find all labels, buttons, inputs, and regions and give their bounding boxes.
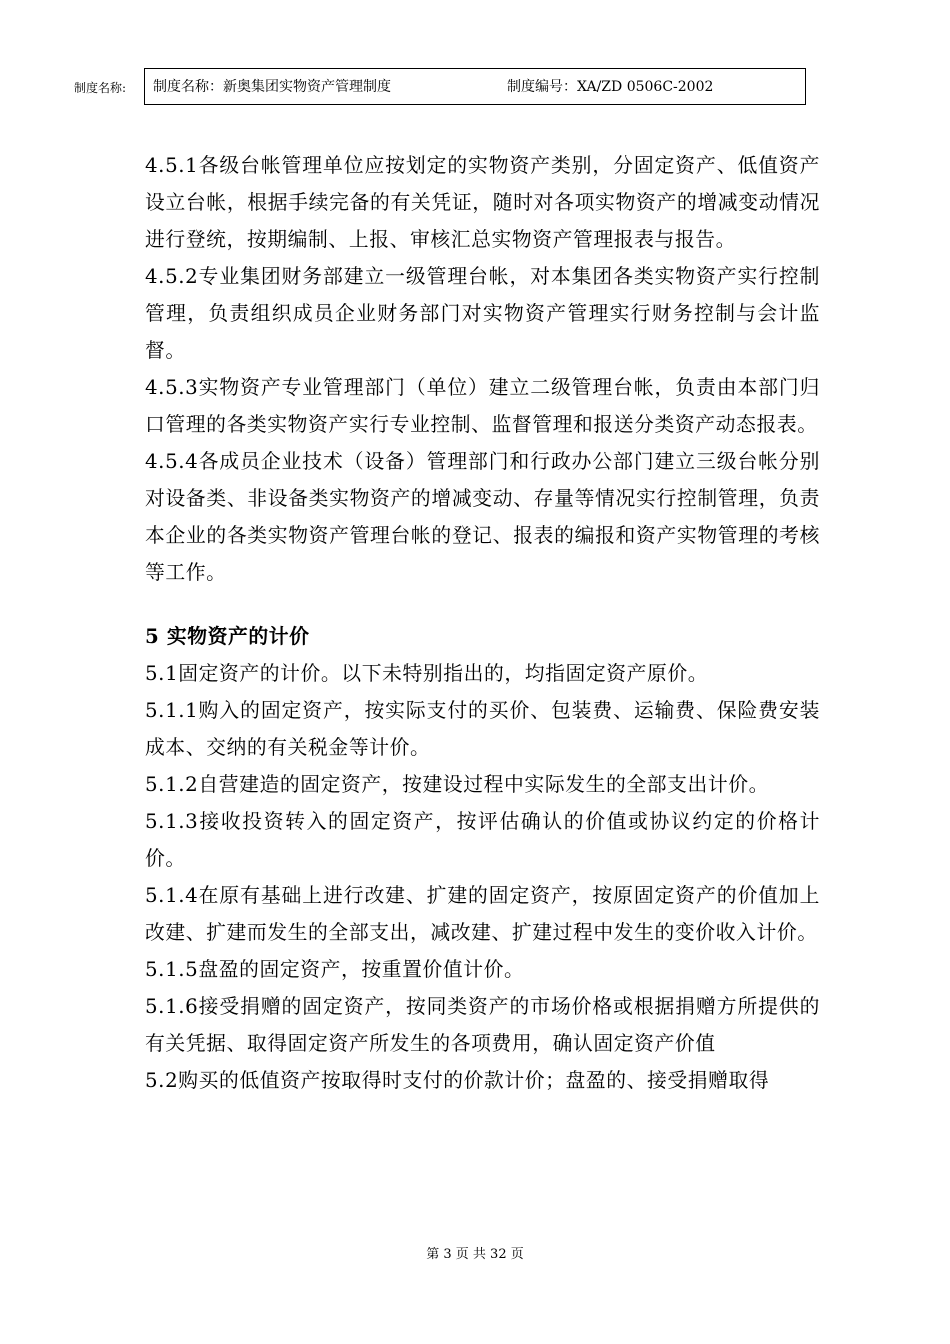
paragraph-5-1: 5.1固定资产的计价。以下未特别指出的，均指固定资产原价。 bbox=[145, 662, 709, 685]
paragraph-5-1-3: 5.1.3接收投资转入的固定资产，按评估确认的价值或协议约定的价格计价。 bbox=[145, 810, 820, 870]
document-name: 制度名称：新奥集团实物资产管理制度 bbox=[153, 79, 391, 95]
paragraph-5-1-6: 5.1.6接受捐赠的固定资产，按同类资产的市场价格或根据捐赠方所提供的有关凭据、取得固定资产所发生的各项费用，确认固定资产价值 bbox=[145, 995, 820, 1055]
paragraph-4-5-3: 4.5.3实物资产专业管理部门（单位）建立二级管理台帐，负责由本部门归口管理的各类实物资产实行专业控制、监督管理和报送分类资产动态报表。 bbox=[145, 376, 820, 436]
paragraph-4-5-2: 4.5.2专业集团财务部建立一级管理台帐，对本集团各类实物资产实行控制管理，负责组织成员企业财务部门对实物资产管理实行财务控制与会计监督。 bbox=[145, 265, 820, 362]
document-body bbox=[145, 147, 820, 1099]
page-number: 第 3 页 共 32 页 bbox=[426, 1247, 524, 1262]
paragraph-5-1-5: 5.1.5盘盈的固定资产，按重置价值计价。 bbox=[145, 958, 525, 981]
paragraph-4-5-4: 4.5.4各成员企业技术（设备）管理部门和行政办公部门建立三级台帐分别对设备类、非设备类实物资产的增减变动、存量等情况实行控制管理，负责本企业的各类实物资产管理台帐的登记、报表的编报和资产实物管理的考核等工作。 bbox=[145, 450, 820, 584]
paragraph-5-1-1: 5.1.1购入的固定资产，按实际支付的买价、包装费、运输费、保险费安装成本、交纳的有关税金等计价。 bbox=[145, 699, 820, 759]
section-title: 5 实物资产的计价 bbox=[145, 624, 310, 648]
paragraph-5-1-2: 5.1.2自营建造的固定资产，按建设过程中实际发生的全部支出计价。 bbox=[145, 773, 770, 796]
paragraph-4-5-1: 4.5.1各级台帐管理单位应按划定的实物资产类别，分固定资产、低值资产设立台帐，根据手续完备的有关凭证，随时对各项实物资产的增减变动情况进行登统，按期编制、上报、审核汇总实物资产管理报表与报告。 bbox=[145, 154, 820, 251]
header-side-label: 制度名称: bbox=[74, 81, 127, 95]
document-code: 制度编号：XA/ZD 0506C-2002 bbox=[507, 79, 714, 95]
document-header bbox=[144, 68, 806, 105]
paragraph-5-1-4: 5.1.4在原有基础上进行改建、扩建的固定资产，按原固定资产的价值加上改建、扩建而发生的全部支出，减改建、扩建过程中发生的变价收入计价。 bbox=[145, 884, 820, 944]
paragraph-5-2: 5.2购买的低值资产按取得时支付的价款计价；盘盈的、接受捐赠取得 bbox=[145, 1069, 770, 1092]
